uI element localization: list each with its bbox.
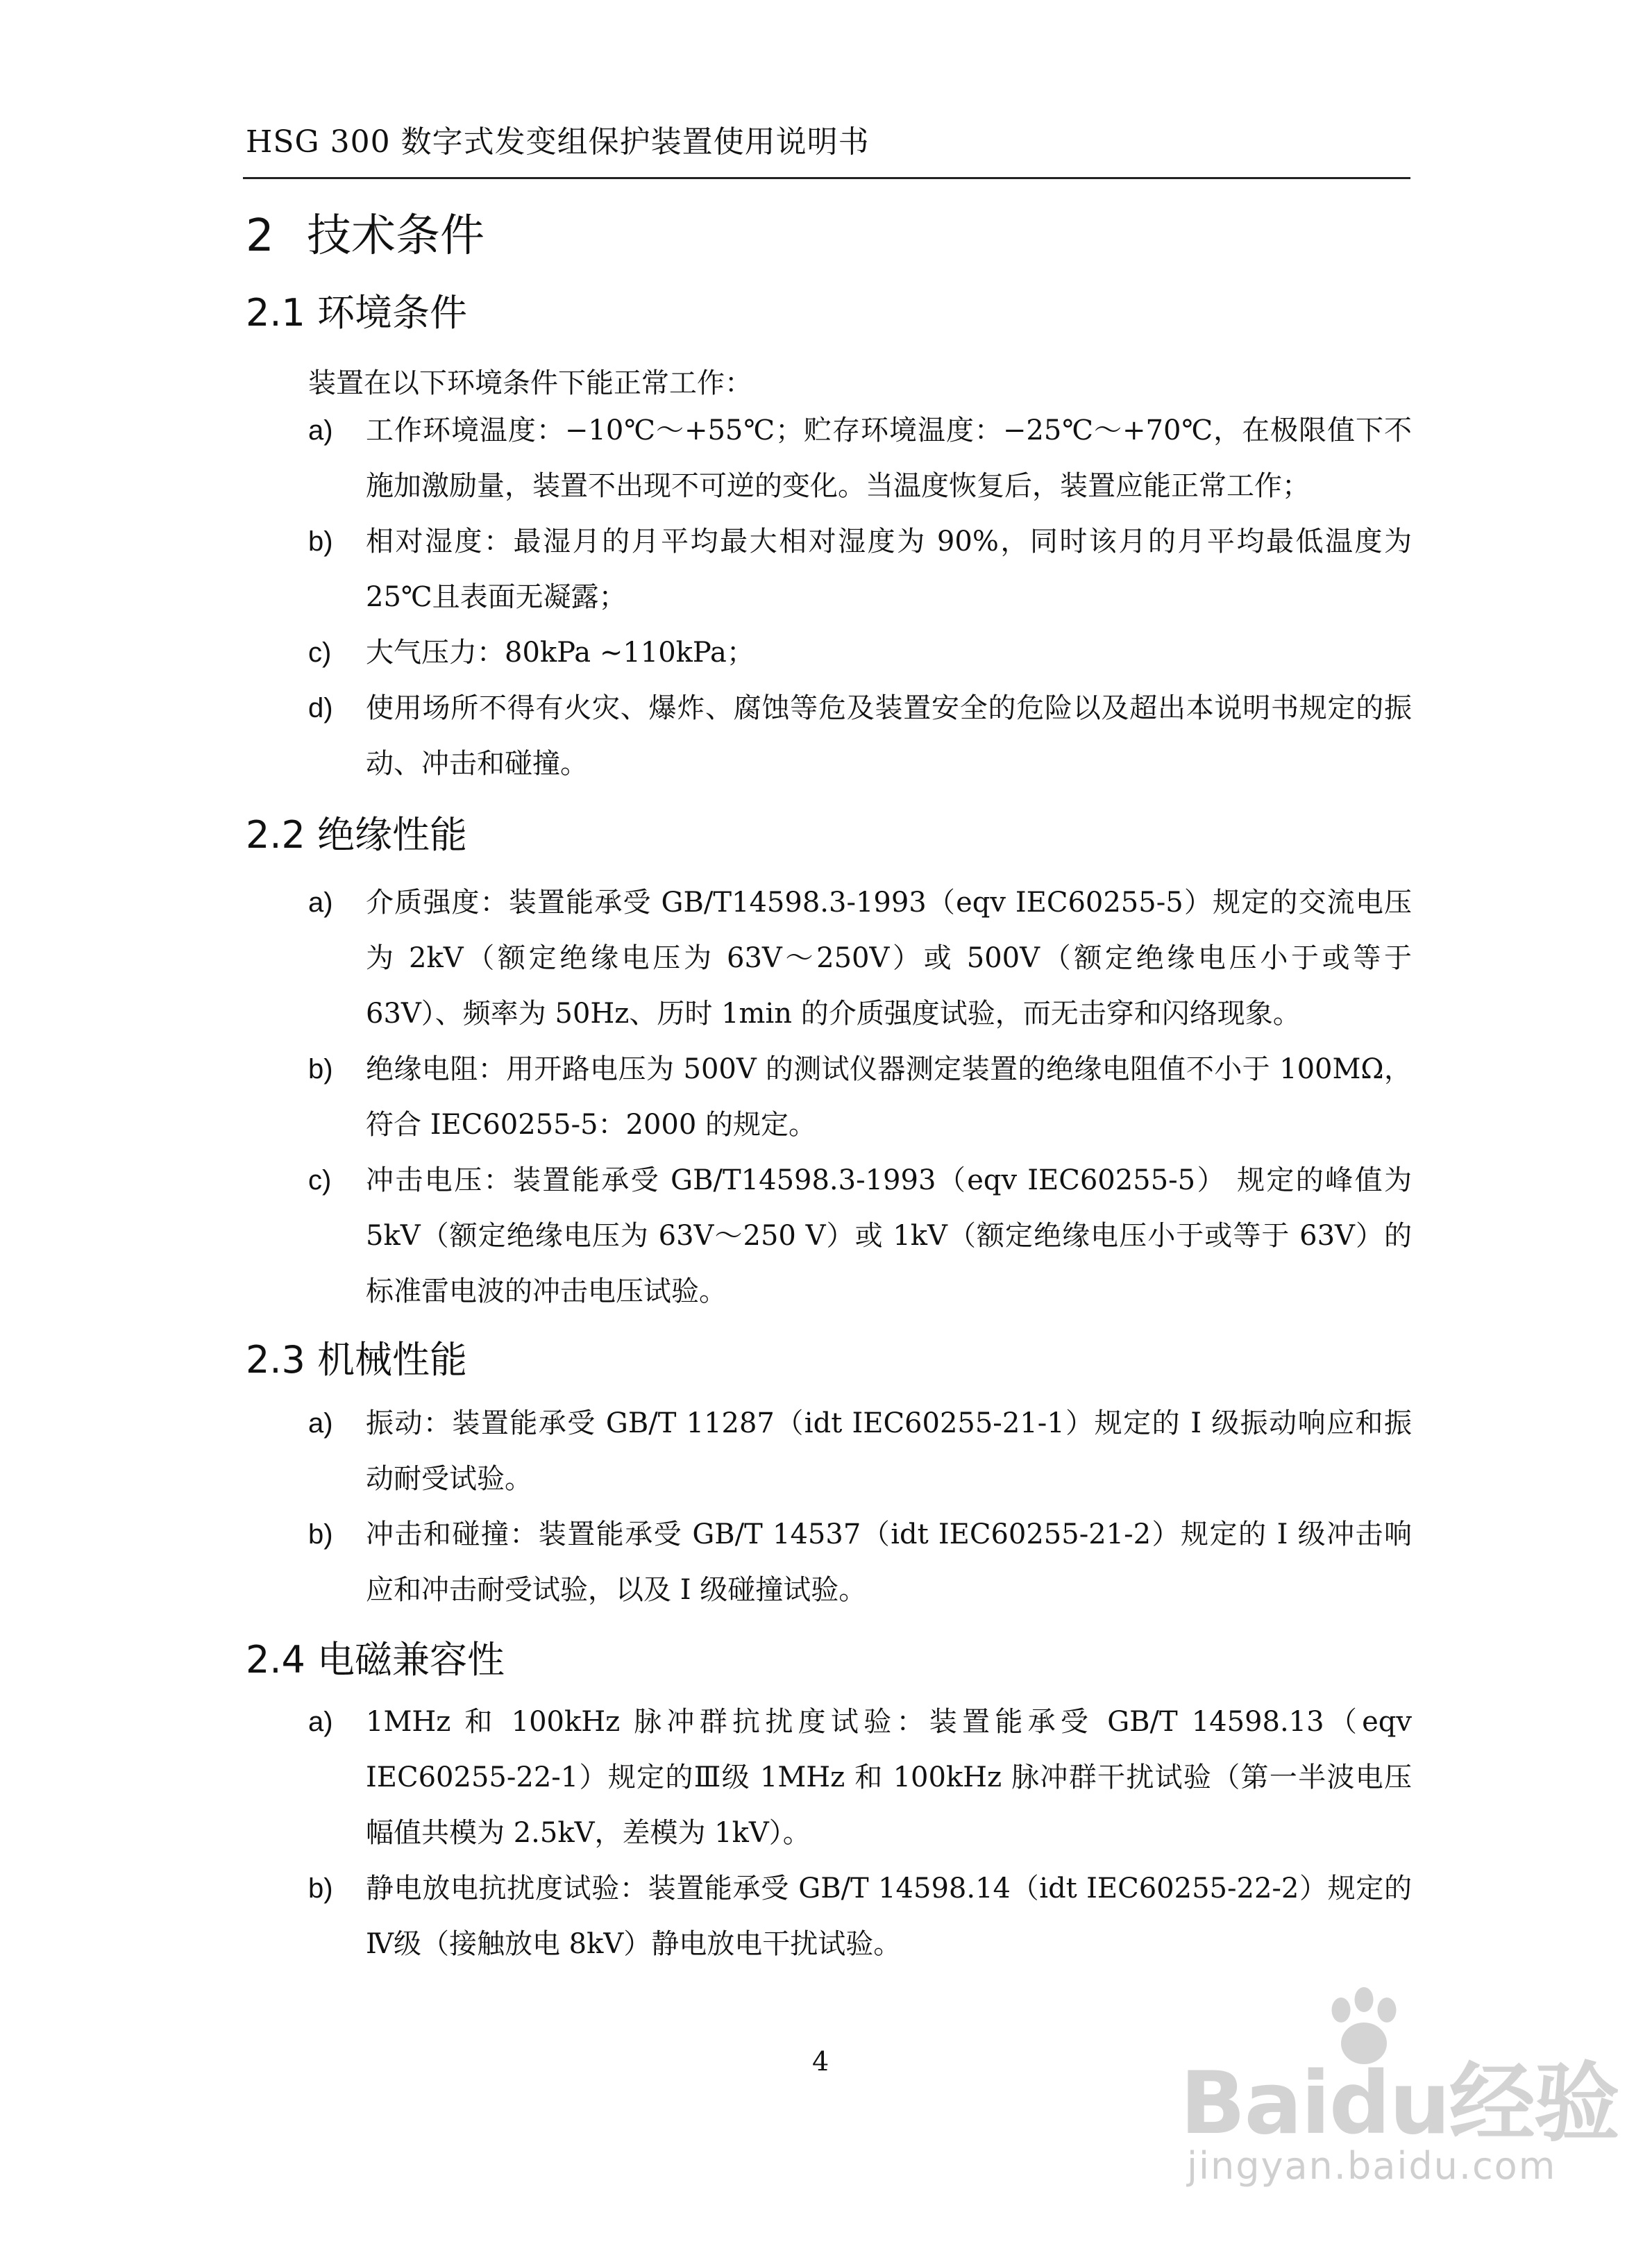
section-heading-2-2: 2.2 绝缘性能: [246, 813, 468, 857]
item-label: a): [308, 1408, 333, 1439]
list-item: [308, 403, 1412, 514]
item-label: c): [308, 1165, 332, 1196]
chapter-number: 2: [246, 210, 274, 262]
item-text: 工作环境温度：−10℃～+55℃；贮存环境温度：−25℃～+70℃，在极限值下不施加激励量，装置不出现不可逆的变化。当温度恢复后，装置应能正常工作；: [366, 415, 1412, 502]
item-label: b): [308, 1519, 333, 1550]
list-item: [308, 1153, 1412, 1319]
item-text: 振动：装置能承受 GB/T 11287（idt IEC60255-21-1）规定的 I 级振动响应和振动耐受试验。: [366, 1407, 1412, 1495]
baidu-watermark: [1124, 1972, 1619, 2201]
item-text: 绝缘电阻：用开路电压为 500V 的测试仪器测定装置的绝缘电阻值不小于 100MΩ，符合 IEC60255-5：2000 的规定。: [366, 1053, 1412, 1141]
chapter-title: 技术条件: [307, 210, 484, 262]
section-heading-2-1: 2.1 环境条件: [246, 291, 468, 335]
item-text: 1MHz 和 100kHz 脉冲群抗扰度试验：装置能承受 GB/T 14598.13（eqv IEC60255-22-1）规定的Ⅲ级 1MHz 和 100kHz 脉冲群干扰试验（第一半波电压幅值共模为 2.5kV，差模为 1kV）。: [366, 1706, 1412, 1849]
list-item: [308, 875, 1412, 1041]
list-item: [308, 625, 1412, 680]
section-heading-2-4: 2.4 电磁兼容性: [246, 1638, 505, 1682]
item-label: b): [308, 526, 333, 557]
item-label: a): [308, 1707, 333, 1737]
section-intro: 装置在以下环境条件下能正常工作：: [308, 367, 752, 399]
item-text: 大气压力：80kPa ~110kPa；: [366, 637, 755, 669]
item-text: 冲击和碰撞：装置能承受 GB/T 14537（idt IEC60255-21-2）规定的 I 级冲击响应和冲击耐受试验，以及 I 级碰撞试验。: [366, 1518, 1412, 1606]
page-number: 4: [812, 2046, 829, 2077]
section-heading-2-3: 2.3 机械性能: [246, 1338, 468, 1382]
item-text: 冲击电压：装置能承受 GB/T14598.3-1993（eqv IEC60255-5） 规定的峰值为5kV（额定绝缘电压为 63V～250 V）或 1kV（额定绝缘电压小于或等于 63V）的标准雷电波的冲击电压试验。: [366, 1164, 1412, 1307]
item-label: d): [308, 693, 333, 723]
list-item: [308, 514, 1412, 625]
chapter-heading: [246, 200, 484, 264]
item-label: c): [308, 637, 332, 668]
item-label: a): [308, 415, 333, 446]
list-item: [308, 1507, 1412, 1618]
item-label: a): [308, 887, 333, 918]
watermark-brand: Baidu经验: [1180, 2054, 1619, 2154]
watermark-url: jingyan.baidu.com: [1187, 2144, 1557, 2188]
list-item: [308, 1861, 1412, 1972]
item-text: 相对湿度：最湿月的月平均最大相对湿度为 90%，同时该月的月平均最低温度为25℃且表面无凝露；: [366, 526, 1412, 613]
item-label: b): [308, 1054, 333, 1085]
item-text: 介质强度：装置能承受 GB/T14598.3-1993（eqv IEC60255-5）规定的交流电压为 2kV（额定绝缘电压为 63V～250V）或 500V（额定绝缘电压小于或等于 63V）、频率为 50Hz、历时 1min 的介质强度试验，而无击穿和闪络现象。: [366, 887, 1412, 1030]
header-divider: [243, 177, 1410, 179]
item-text: 静电放电抗扰度试验：装置能承受 GB/T 14598.14（idt IEC60255-22-2）规定的Ⅳ级（接触放电 8kV）静电放电干扰试验。: [366, 1873, 1412, 1960]
running-header: HSG 300 数字式发变组保护装置使用说明书: [246, 124, 870, 160]
list-item: [308, 1694, 1412, 1861]
item-text: 使用场所不得有火灾、爆炸、腐蚀等危及装置安全的危险以及超出本说明书规定的振动、冲击和碰撞。: [366, 692, 1412, 780]
item-label: b): [308, 1873, 333, 1904]
list-item: [308, 1396, 1412, 1507]
list-item: [308, 680, 1412, 792]
list-item: [308, 1041, 1412, 1153]
